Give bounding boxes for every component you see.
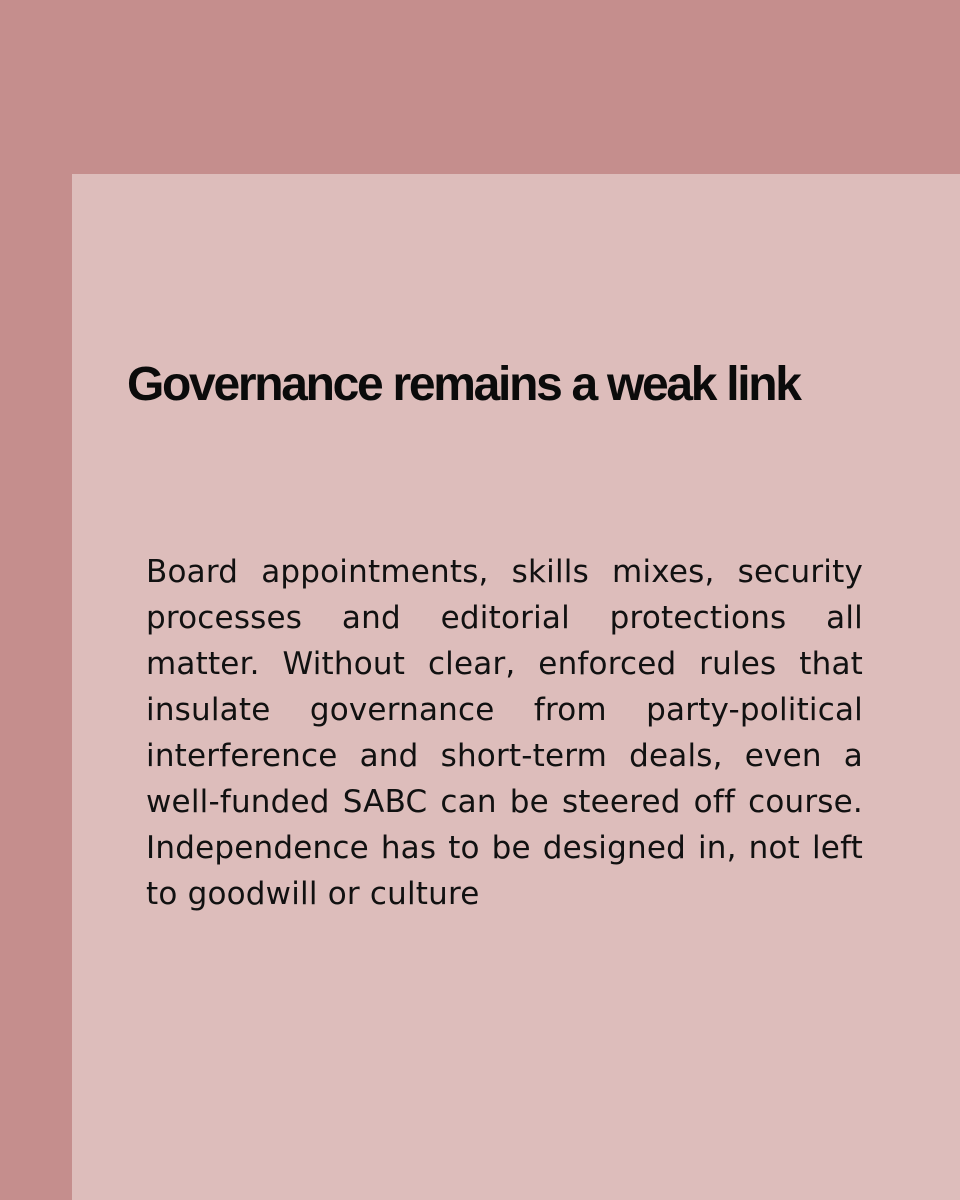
slide-title: Governance remains a weak link (127, 358, 800, 411)
slide-body-text: Board appointments, skills mixes, security processes and editorial protections all matter. Without clear, enforced rules that insulate governance from party-political interference and short-term deals, even a well-funded SABC can be steered off course. Independence has to be designed in, not left to goodwill or culture (146, 554, 863, 912)
